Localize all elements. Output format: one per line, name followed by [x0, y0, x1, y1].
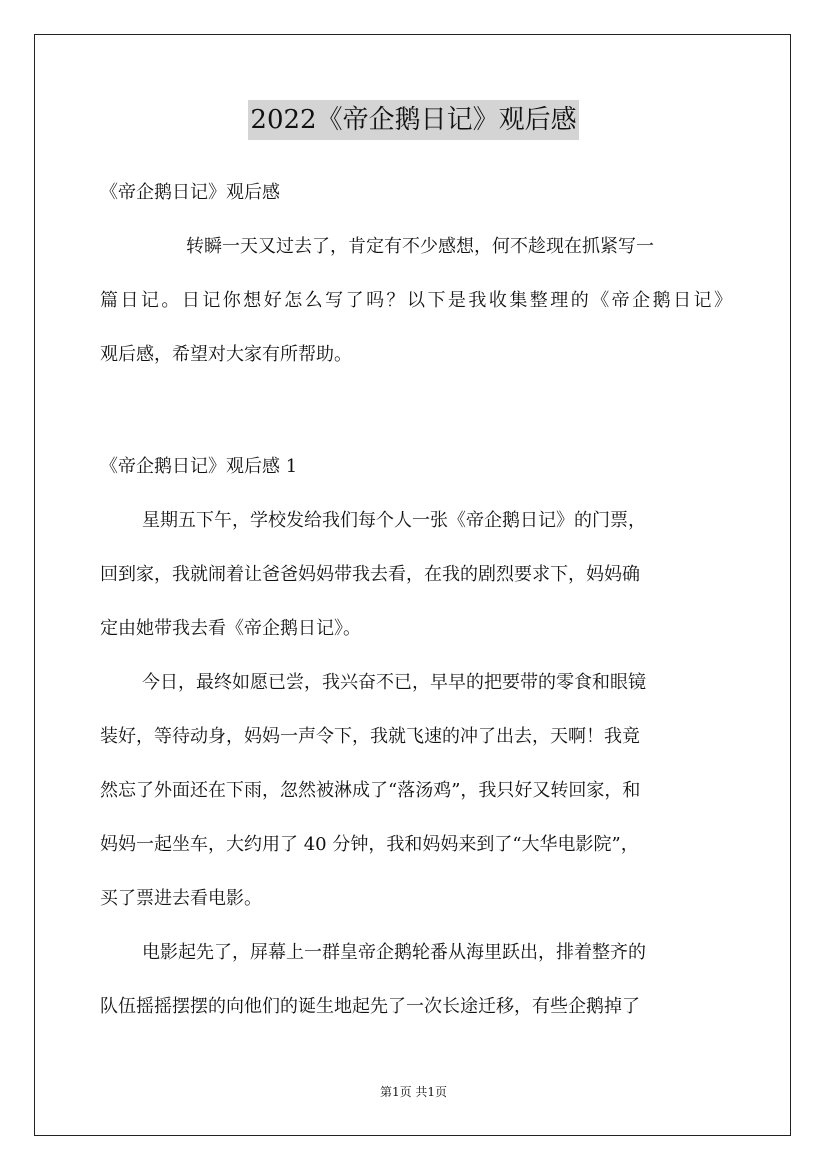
- paragraph-line: 今日，最终如愿已尝，我兴奋不已，早早的把要带的零食和眼镜: [142, 672, 646, 693]
- title-container: [0, 100, 827, 140]
- paragraph-line: 篇日记。日记你想好怎么写了吗？以下是我收集整理的《帝企鹅日记》: [100, 290, 732, 311]
- paragraph-line: 然忘了外面还在下雨，忽然被淋成了“落汤鸡”，我只好又转回家，和: [100, 780, 641, 801]
- paragraph-line: 妈妈一起坐车，大约用了 40 分钟，我和妈妈来到了“大华电影院”，: [100, 834, 639, 855]
- section-subtitle: 《帝企鹅日记》观后感: [100, 182, 280, 203]
- paragraph-line: 买了票进去看电影。: [100, 888, 262, 909]
- section-heading: 《帝企鹅日记》观后感 1: [100, 456, 298, 477]
- paragraph-line: 队伍摇摇摆摆的向他们的诞生地起先了一次长途迁移，有些企鹅掉了: [100, 996, 640, 1017]
- paragraph-line: 电影起先了，屏幕上一群皇帝企鹅轮番从海里跃出，排着整齐的: [142, 942, 646, 963]
- document-title: 2022《帝企鹅日记》观后感: [248, 100, 578, 140]
- paragraph-line: 回到家，我就闹着让爸爸妈妈带我去看，在我的剧烈要求下，妈妈确: [100, 564, 640, 585]
- page-footer: [0, 1083, 827, 1101]
- page-number-label: 第1页 共1页: [379, 1085, 448, 1099]
- paragraph-line: 转瞬一天又过去了，肯定有不少感想，何不趁现在抓紧写一: [186, 236, 654, 257]
- paragraph-line: 星期五下午，学校发给我们每个人一张《帝企鹅日记》的门票，: [142, 510, 646, 531]
- paragraph-line: 定由她带我去看《帝企鹅日记》。: [100, 618, 361, 639]
- paragraph-line: 观后感，希望对大家有所帮助。: [100, 344, 352, 365]
- paragraph-line: 装好，等待动身，妈妈一声令下，我就飞速的冲了出去，天啊！我竟: [100, 726, 640, 747]
